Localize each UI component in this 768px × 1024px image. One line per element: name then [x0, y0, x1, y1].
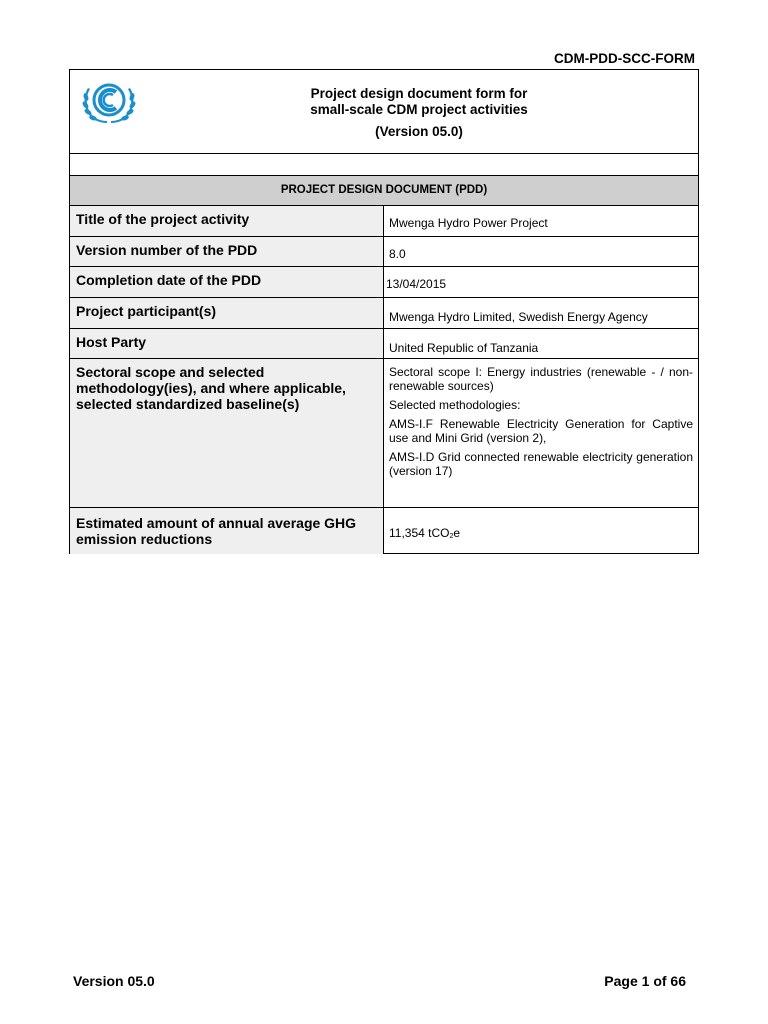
methodologies-heading: Selected methodologies: — [389, 398, 521, 412]
spacer-row — [70, 154, 698, 176]
emission-reductions-value — [389, 526, 460, 540]
participants-value: Mwenga Hydro Limited, Swedish Energy Agency — [389, 310, 648, 324]
methodology-ams-i-d: AMS-I.D Grid connected renewable electricity generation (version 17) — [389, 450, 693, 478]
row-value — [384, 206, 698, 236]
table-row-emission-reductions — [70, 508, 698, 554]
methodology-ams-i-f: AMS-I.F Renewable Electricity Generation for Captive use and Mini Grid (version 2), — [389, 417, 693, 445]
version-number-value: 8.0 — [389, 247, 406, 261]
pdd-cover-table — [69, 69, 699, 554]
table-row-sectoral-scope — [70, 359, 698, 508]
emission-value-suffix: e — [453, 526, 461, 540]
table-row-participants — [70, 298, 698, 329]
table-row-host-party — [70, 329, 698, 359]
row-value — [384, 359, 698, 507]
emission-value-subscript: 2 — [449, 533, 454, 540]
row-value — [384, 267, 698, 297]
row-label: Host Party — [70, 329, 384, 358]
row-label: Title of the project activity — [70, 206, 384, 236]
row-label: Version number of the PDD — [70, 237, 384, 266]
row-value — [384, 508, 698, 554]
row-label: Project participant(s) — [70, 298, 384, 328]
form-title — [70, 86, 698, 140]
form-version: (Version 05.0) — [375, 124, 463, 139]
table-row-title — [70, 206, 698, 237]
row-label: Sectoral scope and selected methodology(ies), and where applicable, selected standardized baseline(s) — [70, 359, 384, 507]
table-row-completion-date — [70, 267, 698, 298]
row-label: Estimated amount of annual average GHG emission reductions — [70, 508, 384, 554]
row-value — [384, 237, 698, 266]
row-value — [384, 298, 698, 328]
form-title-line2: small-scale CDM project activities — [310, 102, 528, 117]
form-code: CDM-PDD-SCC-FORM — [554, 51, 695, 66]
row-label: Completion date of the PDD — [70, 267, 384, 297]
host-party-value: United Republic of Tanzania — [389, 341, 539, 355]
section-title: PROJECT DESIGN DOCUMENT (PDD) — [70, 176, 698, 206]
footer-page-number: Page 1 of 66 — [604, 973, 686, 989]
emission-value-number: 11,354 tCO — [389, 526, 450, 540]
project-title-value: Mwenga Hydro Power Project — [389, 216, 548, 230]
sectoral-scope-text: Sectoral scope I: Energy industries (renewable - / non-renewable sources) — [389, 365, 693, 393]
table-row-version — [70, 237, 698, 267]
footer-version: Version 05.0 — [73, 973, 155, 989]
form-title-line1: Project design document form for — [310, 86, 528, 101]
row-value — [384, 329, 698, 358]
form-header — [70, 70, 698, 154]
completion-date-value: 13/04/2015 — [386, 277, 447, 291]
